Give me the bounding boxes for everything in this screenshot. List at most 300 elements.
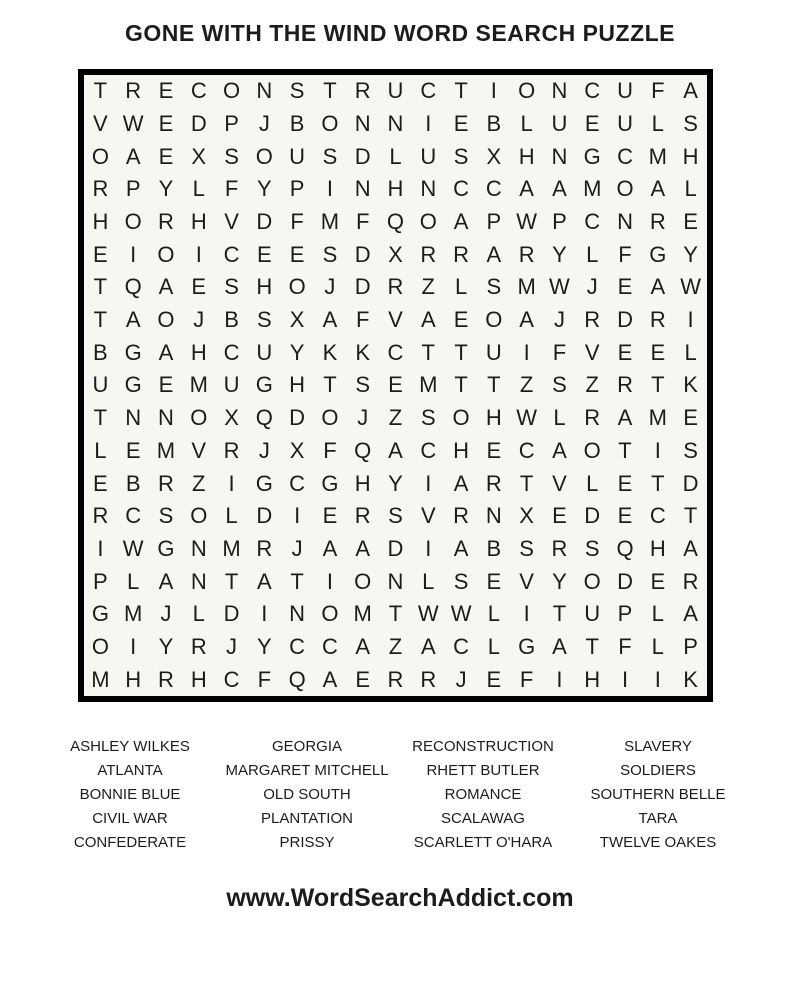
grid-letter-r7c16: J xyxy=(586,274,598,300)
word-item: SCALAWAG xyxy=(441,810,525,827)
grid-letter-r8c12: E xyxy=(453,307,469,333)
grid-letter-r7c17: E xyxy=(617,274,633,300)
grid-letter-r2c19: S xyxy=(683,111,698,137)
grid-letter-r11c1: T xyxy=(93,405,108,431)
grid-letter-r9c12: T xyxy=(454,339,468,365)
grid-letter-r5c1: H xyxy=(92,209,109,235)
grid-letter-r9c19: L xyxy=(684,339,697,365)
grid-letter-r15c9: A xyxy=(355,535,371,561)
grid-letter-r18c13: L xyxy=(487,633,500,659)
grid-letter-r12c3: M xyxy=(156,437,176,463)
grid-letter-r13c1: E xyxy=(93,470,108,496)
grid-letter-r3c5: S xyxy=(224,143,239,169)
grid-letter-r1c2: R xyxy=(125,78,142,104)
word-item: CONFEDERATE xyxy=(73,834,187,851)
grid-letter-r9c3: A xyxy=(158,339,174,365)
word-list-column-4 xyxy=(548,735,768,855)
grid-letter-r12c7: X xyxy=(289,437,305,463)
grid-letter-r15c7: J xyxy=(291,535,303,561)
grid-letter-r4c7: P xyxy=(289,176,305,202)
grid-letter-r3c17: C xyxy=(617,143,633,169)
grid-letter-r1c17: U xyxy=(617,78,633,104)
grid-letter-r6c5: C xyxy=(223,241,240,267)
grid-letter-r17c17: P xyxy=(617,601,633,627)
grid-letter-r10c19: K xyxy=(683,372,698,398)
grid-letter-r10c12: T xyxy=(454,372,468,398)
grid-letter-r2c6: J xyxy=(258,111,270,137)
grid-letter-r2c1: V xyxy=(93,111,108,137)
grid-letter-r3c2: A xyxy=(125,143,141,169)
grid-letter-r10c11: M xyxy=(419,372,438,398)
grid-letter-r16c19: R xyxy=(682,568,699,594)
grid-letter-r12c1: L xyxy=(94,437,107,463)
grid-letter-r13c12: A xyxy=(453,470,469,496)
word-item: RHETT BUTLER xyxy=(426,762,540,779)
word-item: RECONSTRUCTION xyxy=(412,738,554,755)
grid-letter-r10c5: U xyxy=(223,372,240,398)
grid-letter-r16c9: O xyxy=(354,568,372,594)
grid-letter-r1c14: O xyxy=(518,78,536,104)
grid-letter-r11c19: E xyxy=(683,405,698,431)
grid-letter-r5c4: H xyxy=(190,209,207,235)
grid-letter-r2c12: E xyxy=(453,111,469,137)
grid-letter-r18c7: C xyxy=(289,633,306,659)
grid-letter-r17c11: W xyxy=(417,601,439,627)
grid-letter-r5c5: V xyxy=(224,209,239,235)
grid-letter-r15c13: B xyxy=(486,535,502,561)
grid-letter-r3c8: S xyxy=(322,143,338,169)
grid-letter-r13c9: H xyxy=(354,470,371,496)
grid-letter-r17c10: T xyxy=(388,601,403,627)
grid-letter-r1c11: C xyxy=(420,78,437,104)
grid-letter-r17c8: O xyxy=(321,601,339,627)
grid-letter-r2c8: O xyxy=(321,111,339,137)
grid-letter-r9c18: E xyxy=(650,339,666,365)
grid-letter-r6c8: S xyxy=(322,241,338,267)
grid-letter-r9c5: C xyxy=(223,339,240,365)
grid-letter-r16c13: E xyxy=(486,568,502,594)
grid-letter-r19c18: I xyxy=(654,666,661,692)
grid-letter-r8c17: D xyxy=(617,307,633,333)
grid-letter-r3c14: H xyxy=(518,143,535,169)
grid-letter-r17c3: J xyxy=(160,601,172,627)
grid-letter-r6c1: E xyxy=(93,241,108,267)
grid-letter-r4c19: L xyxy=(684,176,697,202)
grid-letter-r19c3: R xyxy=(158,666,174,692)
grid-letter-r4c16: M xyxy=(583,176,602,202)
grid-letter-r6c10: X xyxy=(388,241,403,267)
grid-letter-r4c2: P xyxy=(125,176,141,202)
grid-letter-r16c1: P xyxy=(93,568,108,594)
grid-letter-r4c17: O xyxy=(616,176,634,202)
grid-letter-r19c6: F xyxy=(257,666,272,692)
grid-letter-r9c14: I xyxy=(523,339,530,365)
grid-letter-r7c3: A xyxy=(158,274,174,300)
grid-letter-r19c9: E xyxy=(355,666,371,692)
grid-letter-r18c3: Y xyxy=(158,633,174,659)
grid-letter-r7c12: L xyxy=(454,274,468,300)
grid-letter-r14c5: L xyxy=(225,503,238,529)
grid-letter-r6c3: O xyxy=(157,241,175,267)
grid-letter-r6c12: R xyxy=(453,241,470,267)
grid-letter-r9c17: E xyxy=(617,339,633,365)
grid-letter-r11c13: H xyxy=(485,405,502,431)
grid-letter-r19c8: A xyxy=(322,666,338,692)
grid-letter-r1c7: S xyxy=(289,78,305,104)
grid-letter-r15c11: I xyxy=(425,535,432,561)
grid-letter-r17c13: L xyxy=(487,601,500,627)
grid-letter-r16c7: T xyxy=(290,568,304,594)
grid-letter-r9c1: B xyxy=(93,339,108,365)
grid-letter-r19c16: H xyxy=(584,666,601,692)
grid-letter-r18c19: P xyxy=(683,633,698,659)
grid-letter-r12c5: R xyxy=(223,437,240,463)
grid-letter-r2c3: E xyxy=(158,111,174,137)
grid-letter-r7c10: R xyxy=(387,274,404,300)
grid-letter-r12c12: H xyxy=(453,437,470,463)
grid-letter-r19c15: I xyxy=(556,666,563,692)
grid-letter-r5c6: D xyxy=(256,209,273,235)
grid-letter-r16c12: S xyxy=(453,568,469,594)
grid-letter-r17c16: U xyxy=(584,601,601,627)
grid-letter-r12c17: T xyxy=(618,437,632,463)
grid-letter-r3c12: S xyxy=(453,143,469,169)
grid-letter-r19c2: H xyxy=(125,666,142,692)
grid-letter-r18c17: F xyxy=(618,633,632,659)
grid-letter-r1c4: C xyxy=(190,78,207,104)
grid-letter-r7c4: E xyxy=(191,274,207,300)
grid-letter-r15c16: S xyxy=(584,535,600,561)
word-item: SCARLETT O'HARA xyxy=(413,834,553,851)
grid-letter-r11c8: O xyxy=(321,405,339,431)
grid-letter-r6c14: R xyxy=(518,241,535,267)
grid-letter-r9c10: C xyxy=(387,339,404,365)
grid-letter-r6c6: E xyxy=(256,241,272,267)
word-list xyxy=(0,735,800,855)
grid-letter-r4c1: R xyxy=(92,176,109,202)
grid-letter-r5c15: P xyxy=(552,209,567,235)
grid-letter-r16c14: V xyxy=(519,568,534,594)
grid-letter-r17c18: L xyxy=(651,601,664,627)
grid-letter-r8c8: A xyxy=(322,307,338,333)
grid-letter-r3c9: D xyxy=(354,143,371,169)
word-item: TWELVE OAKES xyxy=(599,834,717,851)
grid-letter-r7c7: O xyxy=(288,274,306,300)
grid-letter-r2c13: B xyxy=(486,111,502,137)
grid-letter-r6c7: E xyxy=(289,241,305,267)
grid-letter-r15c17: Q xyxy=(616,535,634,561)
grid-letter-r13c14: T xyxy=(519,470,534,496)
grid-letter-r8c6: S xyxy=(256,307,272,333)
word-item: SOUTHERN BELLE xyxy=(590,786,726,803)
grid-letter-r3c18: M xyxy=(648,143,667,169)
grid-letter-r16c6: A xyxy=(256,568,272,594)
grid-letter-r18c9: A xyxy=(355,633,371,659)
grid-letter-r16c4: N xyxy=(190,568,207,594)
grid-letter-r9c9: K xyxy=(355,339,371,365)
grid-letter-r2c4: D xyxy=(190,111,207,137)
grid-letter-r1c19: A xyxy=(683,78,698,104)
grid-letter-r17c6: I xyxy=(261,601,268,627)
word-item: SLAVERY xyxy=(624,738,692,755)
grid-letter-r19c17: I xyxy=(621,666,629,692)
grid-letter-r12c6: J xyxy=(258,437,270,463)
grid-letter-r1c12: T xyxy=(454,78,468,104)
grid-letter-r8c7: X xyxy=(289,307,305,333)
grid-letter-r13c7: C xyxy=(289,470,306,496)
grid-letter-r18c11: A xyxy=(420,633,436,659)
grid-letter-r11c10: Z xyxy=(388,405,403,431)
grid-letter-r15c18: H xyxy=(649,535,666,561)
grid-letter-r13c13: R xyxy=(485,470,502,496)
grid-letter-r2c2: W xyxy=(122,111,144,137)
grid-letter-r7c8: J xyxy=(324,274,336,300)
grid-letter-r4c5: F xyxy=(224,176,239,202)
grid-letter-r14c6: D xyxy=(256,503,273,529)
grid-letter-r8c2: A xyxy=(125,307,141,333)
word-item: ATLANTA xyxy=(97,762,163,779)
grid-letter-r16c11: L xyxy=(422,568,435,594)
grid-letter-r5c12: A xyxy=(453,209,469,235)
grid-letter-r14c14: X xyxy=(519,503,534,529)
grid-letter-r15c6: R xyxy=(256,535,273,561)
grid-letter-r10c17: R xyxy=(617,372,633,398)
grid-letter-r4c12: C xyxy=(453,176,470,202)
grid-letter-r18c4: R xyxy=(190,633,207,659)
grid-letter-r13c16: L xyxy=(586,470,599,496)
grid-letter-r1c9: R xyxy=(354,78,371,104)
grid-letter-r3c4: X xyxy=(191,143,207,169)
grid-letter-r13c4: Z xyxy=(192,470,206,496)
grid-letter-r4c11: N xyxy=(420,176,437,202)
grid-letter-r9c16: V xyxy=(584,339,600,365)
grid-letter-r2c7: B xyxy=(289,111,305,137)
grid-letter-r2c5: P xyxy=(224,111,239,137)
grid-letter-r18c8: C xyxy=(321,633,338,659)
grid-letter-r15c12: A xyxy=(453,535,469,561)
word-item: CIVIL WAR xyxy=(92,810,168,827)
grid-letter-r10c13: T xyxy=(487,372,501,398)
grid-letter-r5c17: N xyxy=(617,209,633,235)
grid-letter-r19c1: M xyxy=(91,666,110,692)
grid-letter-r18c1: O xyxy=(91,633,109,659)
grid-letter-r6c16: L xyxy=(586,241,599,267)
grid-letter-r19c10: R xyxy=(387,666,404,692)
grid-letter-r18c12: C xyxy=(453,633,470,659)
grid-letter-r9c6: U xyxy=(256,339,273,365)
grid-letter-r4c9: N xyxy=(354,176,371,202)
grid-letter-r15c15: R xyxy=(551,535,568,561)
grid-letter-r9c8: K xyxy=(322,339,338,365)
grid-letter-r12c15: A xyxy=(552,437,567,463)
word-item: SOLDIERS xyxy=(620,762,696,779)
grid-letter-r13c8: G xyxy=(321,470,339,496)
grid-letter-r4c10: H xyxy=(387,176,404,202)
grid-letter-r14c16: D xyxy=(584,503,601,529)
grid-letter-r12c14: C xyxy=(518,437,535,463)
grid-letter-r4c14: A xyxy=(519,176,534,202)
grid-letter-r10c6: G xyxy=(255,372,273,398)
grid-letter-r1c13: I xyxy=(490,78,497,104)
word-item: ASHLEY WILKES xyxy=(70,738,190,755)
grid-letter-r16c18: E xyxy=(650,568,666,594)
grid-letter-r6c4: I xyxy=(195,241,202,267)
grid-letter-r18c2: I xyxy=(130,633,137,659)
grid-letter-r17c14: I xyxy=(523,601,530,627)
grid-letter-r19c19: K xyxy=(683,666,698,692)
grid-letter-r12c13: E xyxy=(486,437,502,463)
grid-letter-r16c3: A xyxy=(158,568,174,594)
grid-letter-r17c1: G xyxy=(91,601,109,627)
grid-letter-r3c15: N xyxy=(551,143,568,169)
grid-letter-r13c10: Y xyxy=(388,470,403,496)
grid-letter-r14c12: R xyxy=(453,503,470,529)
grid-letter-r12c2: E xyxy=(125,437,141,463)
grid-letter-r12c4: V xyxy=(191,437,207,463)
grid-letter-r19c12: J xyxy=(455,666,467,692)
grid-letter-r14c13: N xyxy=(485,503,502,529)
grid-letter-r13c18: T xyxy=(651,470,665,496)
grid-letter-r8c16: R xyxy=(584,307,601,333)
grid-letter-r1c15: N xyxy=(551,78,568,104)
grid-letter-r6c15: Y xyxy=(552,241,567,267)
website-url: www.WordSearchAddict.com xyxy=(226,884,574,912)
grid-letter-r19c14: F xyxy=(519,666,534,692)
grid-letter-r17c12: W xyxy=(450,601,472,627)
grid-letter-r1c1: T xyxy=(93,78,108,104)
grid-letter-r2c18: L xyxy=(651,111,664,137)
grid-letter-r14c1: R xyxy=(92,503,109,529)
word-item: BONNIE BLUE xyxy=(79,786,181,803)
grid-letter-r15c4: N xyxy=(190,535,207,561)
grid-letter-r16c16: O xyxy=(583,568,601,594)
grid-letter-r10c2: G xyxy=(124,372,142,398)
grid-letter-r15c3: G xyxy=(157,535,175,561)
grid-letter-r6c2: I xyxy=(130,241,137,267)
grid-letter-r2c17: U xyxy=(617,111,633,137)
grid-letter-r16c10: N xyxy=(387,568,404,594)
grid-letter-r14c8: E xyxy=(322,503,338,529)
word-item: ROMANCE xyxy=(444,786,522,803)
grid-letter-r16c2: L xyxy=(127,568,140,594)
grid-letter-r8c4: J xyxy=(193,307,205,333)
grid-letter-r19c4: H xyxy=(190,666,207,692)
grid-letter-r5c2: O xyxy=(124,209,142,235)
grid-letter-r9c15: F xyxy=(552,339,567,365)
word-item: OLD SOUTH xyxy=(263,786,351,803)
grid-letter-r5c7: F xyxy=(290,209,304,235)
grid-letter-r6c17: F xyxy=(618,241,632,267)
grid-letter-r19c11: R xyxy=(420,666,437,692)
grid-letter-r2c11: I xyxy=(425,111,432,137)
grid-letter-r7c9: D xyxy=(354,274,371,300)
grid-letter-r17c15: T xyxy=(552,601,567,627)
grid-letter-r13c15: V xyxy=(552,470,567,496)
grid-letter-r11c2: N xyxy=(125,405,142,431)
grid-letter-r5c13: P xyxy=(486,209,502,235)
grid-letter-r10c14: Z xyxy=(519,372,534,398)
grid-letter-r1c8: T xyxy=(323,78,337,104)
grid-letter-r11c5: X xyxy=(224,405,239,431)
grid-letter-r12c11: C xyxy=(420,437,437,463)
grid-letter-r10c15: S xyxy=(552,372,567,398)
grid-letter-r14c3: S xyxy=(158,503,174,529)
grid-letter-r18c16: T xyxy=(585,633,599,659)
grid-letter-r17c7: N xyxy=(289,601,306,627)
grid-letter-r19c5: C xyxy=(223,666,240,692)
grid-letter-r6c9: D xyxy=(354,241,371,267)
grid-letter-r12c18: I xyxy=(654,437,661,463)
word-item: PRISSY xyxy=(279,834,335,851)
grid-letter-r15c5: M xyxy=(222,535,241,561)
page-title: GONE WITH THE WIND WORD SEARCH PUZZLE xyxy=(124,20,676,46)
grid-letter-r14c18: C xyxy=(649,503,666,529)
grid-letter-r8c11: A xyxy=(420,307,436,333)
grid-letter-r15c8: A xyxy=(322,535,338,561)
grid-letter-r5c18: R xyxy=(649,209,666,235)
word-item: PLANTATION xyxy=(261,810,353,827)
grid-letter-r7c2: Q xyxy=(124,274,142,300)
grid-letter-r1c6: N xyxy=(256,78,273,104)
grid-letter-r3c7: U xyxy=(289,143,306,169)
grid-letter-r11c9: J xyxy=(357,405,369,431)
grid-letter-r11c12: O xyxy=(452,405,470,431)
grid-letter-r13c5: I xyxy=(228,470,235,496)
grid-letter-r5c8: M xyxy=(320,209,340,235)
grid-letter-r3c1: O xyxy=(91,143,109,169)
grid-letter-r17c2: M xyxy=(124,601,143,627)
grid-letter-r6c13: A xyxy=(486,241,502,267)
grid-letter-r5c3: R xyxy=(158,209,174,235)
grid-letter-r10c9: S xyxy=(355,372,371,398)
grid-letter-r7c5: S xyxy=(224,274,239,300)
grid-letter-r4c13: C xyxy=(485,176,502,202)
grid-letter-r10c16: Z xyxy=(585,372,599,398)
grid-letter-r15c1: I xyxy=(97,535,104,561)
grid-letter-r11c3: N xyxy=(158,405,174,431)
grid-letter-r2c10: N xyxy=(387,111,404,137)
grid-letter-r13c19: D xyxy=(682,470,699,496)
grid-letter-r10c10: E xyxy=(388,372,403,398)
grid-letter-r8c3: O xyxy=(157,307,175,333)
grid-letter-r14c4: O xyxy=(190,503,208,529)
grid-letter-r16c5: T xyxy=(224,568,239,594)
grid-letter-r3c16: G xyxy=(583,143,601,169)
grid-letter-r8c10: V xyxy=(388,307,403,333)
grid-letter-r15c14: S xyxy=(519,535,534,561)
grid-letter-r7c14: M xyxy=(517,274,536,300)
grid-letter-r8c14: A xyxy=(519,307,534,333)
grid-letter-r12c8: F xyxy=(323,437,337,463)
grid-letter-r9c11: T xyxy=(421,339,435,365)
word-item: GEORGIA xyxy=(271,738,342,755)
grid-letter-r4c15: A xyxy=(552,176,567,202)
grid-letter-r7c19: W xyxy=(680,274,701,300)
grid-letter-r1c16: C xyxy=(584,78,601,104)
grid-letter-r14c2: C xyxy=(125,503,142,529)
grid-letter-r5c14: W xyxy=(516,209,538,235)
grid-letter-r13c3: R xyxy=(158,470,174,496)
grid-letter-r13c11: I xyxy=(425,470,432,496)
grid-letter-r12c16: O xyxy=(583,437,601,463)
grid-letter-r14c15: E xyxy=(552,503,567,529)
grid-letter-r2c9: N xyxy=(354,111,371,137)
grid-letter-r8c5: B xyxy=(224,307,239,333)
grid-letter-r14c11: V xyxy=(420,503,436,529)
grid-letter-r14c9: R xyxy=(354,503,371,529)
grid-letter-r12c19: S xyxy=(683,437,698,463)
grid-letter-r8c1: T xyxy=(93,307,108,333)
